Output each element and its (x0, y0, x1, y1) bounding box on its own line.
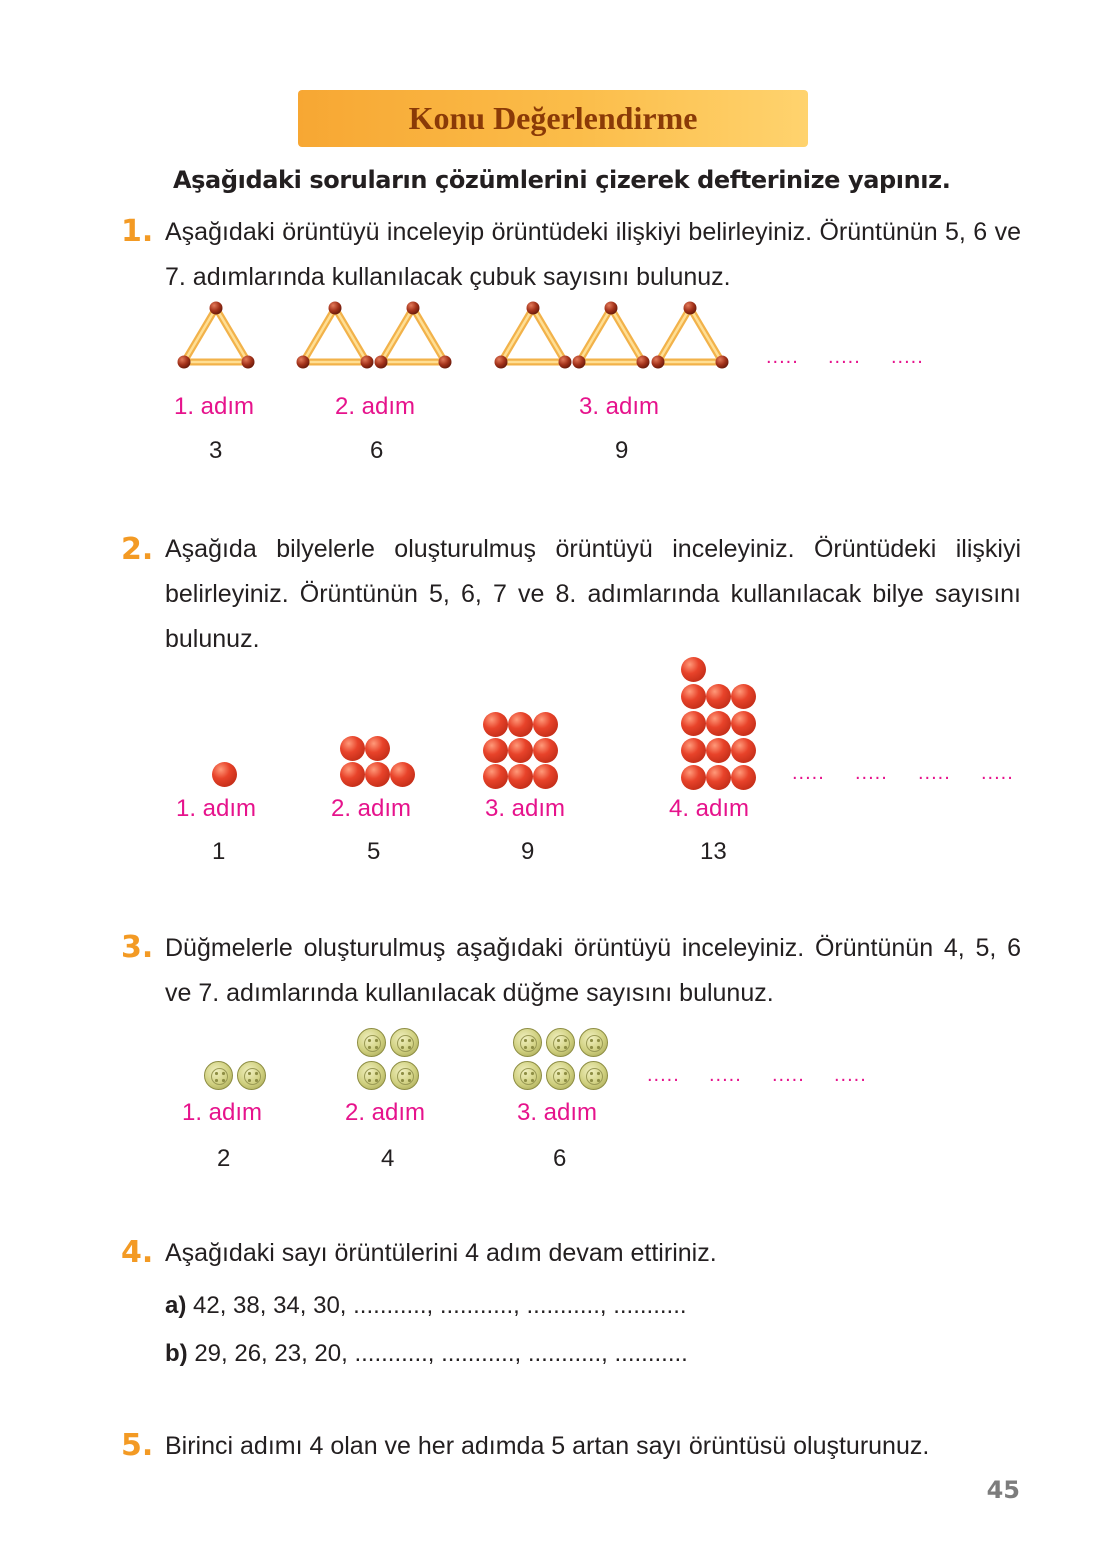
marble (533, 738, 558, 763)
q3-step-1-label: 1. adım (182, 1099, 263, 1126)
q1-step-3-value: 9 (615, 437, 629, 464)
marble (483, 738, 508, 763)
marble (681, 765, 706, 790)
q4-item-a (165, 1292, 687, 1320)
marble (681, 657, 706, 682)
q1-dots-1: ..... (766, 346, 799, 368)
match-head (573, 356, 586, 369)
marble (706, 711, 731, 736)
q1-step-2-value: 6 (370, 437, 384, 464)
q1-step-3-label: 3. adım (579, 393, 660, 420)
q2-step-1-value: 1 (212, 838, 226, 865)
marble (212, 762, 237, 787)
matchstick-highlight (533, 308, 565, 362)
q2-step-2-label: 2. adım (331, 795, 412, 822)
marble (508, 738, 533, 763)
button-icon (546, 1061, 575, 1090)
question-3-text: Düğmelerle oluşturulmuş aşağıdaki örüntüyü inceleyiniz. Örüntünün 4, 5, 6 ve 7. adımlarında kullanılacak düğme sayısını bulunuz. (165, 934, 1021, 1007)
matchstick-highlight (501, 308, 533, 362)
matchstick-highlight (335, 308, 367, 362)
q3-dots-2: ..... (709, 1064, 742, 1086)
match-head (684, 302, 697, 315)
marble (731, 711, 756, 736)
q3-dots-4: ..... (834, 1064, 867, 1086)
question-4-text: Aşağıdaki sayı örüntülerini 4 adım devam ettiriniz. (165, 1239, 717, 1267)
match-head (559, 356, 572, 369)
q1-dots-2: ..... (828, 346, 861, 368)
marble (731, 765, 756, 790)
button-icon (390, 1061, 419, 1090)
matchstick-highlight (413, 308, 445, 362)
q3-step-2-label: 2. adım (345, 1099, 426, 1126)
matchstick-highlight (381, 308, 413, 362)
marble (365, 762, 390, 787)
marble (508, 712, 533, 737)
button-icon (357, 1028, 386, 1057)
question-5-number: 5. (121, 1428, 154, 1463)
marble (365, 736, 390, 761)
q2-step-4-value: 13 (700, 838, 727, 865)
marble (731, 738, 756, 763)
q2-dots-1: ..... (792, 762, 825, 784)
q4-item-a-letter: a) (165, 1292, 187, 1319)
match-head (652, 356, 665, 369)
q2-step-4-label: 4. adım (669, 795, 750, 822)
marble (706, 738, 731, 763)
marble (731, 684, 756, 709)
match-head (375, 356, 388, 369)
match-head (178, 356, 191, 369)
match-head (527, 302, 540, 315)
button-icon (513, 1028, 542, 1057)
match-head (242, 356, 255, 369)
match-head (210, 302, 223, 315)
q2-dots-4: ..... (981, 762, 1014, 784)
q3-step-1-value: 2 (217, 1145, 231, 1172)
match-head (716, 356, 729, 369)
button-icon (357, 1061, 386, 1090)
q3-dots-3: ..... (772, 1064, 805, 1086)
matchstick-highlight (303, 308, 335, 362)
button-icon (237, 1061, 266, 1090)
q3-dots-1: ..... (647, 1064, 680, 1086)
marble (681, 684, 706, 709)
q2-step-3-label: 3. adım (485, 795, 566, 822)
instruction-text: Aşağıdaki soruların çözümlerini çizerek defterinize yapınız. (173, 166, 951, 194)
q1-step-1-label: 1. adım (174, 393, 255, 420)
button-icon (513, 1061, 542, 1090)
button-icon (390, 1028, 419, 1057)
q4-item-b (165, 1340, 688, 1368)
marble (483, 764, 508, 789)
q2-step-3-value: 9 (521, 838, 535, 865)
q3-step-3-label: 3. adım (517, 1099, 598, 1126)
question-2-text: Aşağıda bilyelerle oluşturulmuş örüntüyü inceleyiniz. Örüntüdeki ilişkiyi belirleyiniz. Örüntünün 5, 6, 7 ve 8. adımlarında kullanılacak bilye sayısını bulunuz. (165, 535, 1021, 653)
question-1-text: Aşağıdaki örüntüyü inceleyip örüntüdeki ilişkiyi belirleyiniz. Örüntünün 5, 6 ve 7. adımlarında kullanılacak çubuk sayısını bulunuz. (165, 218, 1021, 291)
q4-item-b-sequence: 29, 26, 23, 20, ..........., ..........., ..........., ........... (194, 1340, 688, 1367)
marble (681, 738, 706, 763)
matchstick-highlight (184, 308, 216, 362)
button-icon (546, 1028, 575, 1057)
matchstick-highlight (216, 308, 248, 362)
match-head (361, 356, 374, 369)
section-title: Konu Değerlendirme (408, 100, 698, 136)
match-head (407, 302, 420, 315)
q1-step-2-label: 2. adım (335, 393, 416, 420)
marble (340, 762, 365, 787)
question-4-number: 4. (121, 1235, 154, 1270)
marble (508, 764, 533, 789)
marble (706, 684, 731, 709)
q4-item-b-letter: b) (165, 1340, 188, 1367)
matchstick-highlight (611, 308, 643, 362)
q2-step-1-label: 1. adım (176, 795, 257, 822)
page-number: 45 (986, 1476, 1020, 1504)
button-icon (579, 1061, 608, 1090)
question-5-text: Birinci adımı 4 olan ve her adımda 5 artan sayı örüntüsü oluşturunuz. (165, 1432, 930, 1460)
marble (706, 765, 731, 790)
marble (681, 711, 706, 736)
match-head (297, 356, 310, 369)
marble (390, 762, 415, 787)
matchstick-highlight (579, 308, 611, 362)
button-icon (204, 1061, 233, 1090)
match-head (329, 302, 342, 315)
marble (533, 764, 558, 789)
q2-dots-2: ..... (855, 762, 888, 784)
marble (483, 712, 508, 737)
question-2-number: 2. (121, 532, 154, 567)
q3-step-2-value: 4 (381, 1145, 395, 1172)
q2-step-2-value: 5 (367, 838, 381, 865)
match-head (495, 356, 508, 369)
matchstick-triangles-figure (170, 296, 740, 376)
q2-dots-3: ..... (918, 762, 951, 784)
matchstick-highlight (690, 308, 722, 362)
question-3-number: 3. (121, 930, 154, 965)
match-head (439, 356, 452, 369)
question-1-number: 1. (121, 214, 154, 249)
match-head (637, 356, 650, 369)
match-head (605, 302, 618, 315)
matchstick-highlight (658, 308, 690, 362)
marble (340, 736, 365, 761)
button-icon (579, 1028, 608, 1057)
q1-dots-3: ..... (891, 346, 924, 368)
q1-step-1-value: 3 (209, 437, 223, 464)
q3-step-3-value: 6 (553, 1145, 567, 1172)
q4-item-a-sequence: 42, 38, 34, 30, ..........., ..........., ..........., ........... (193, 1292, 687, 1319)
marble (533, 712, 558, 737)
section-banner (298, 90, 808, 147)
